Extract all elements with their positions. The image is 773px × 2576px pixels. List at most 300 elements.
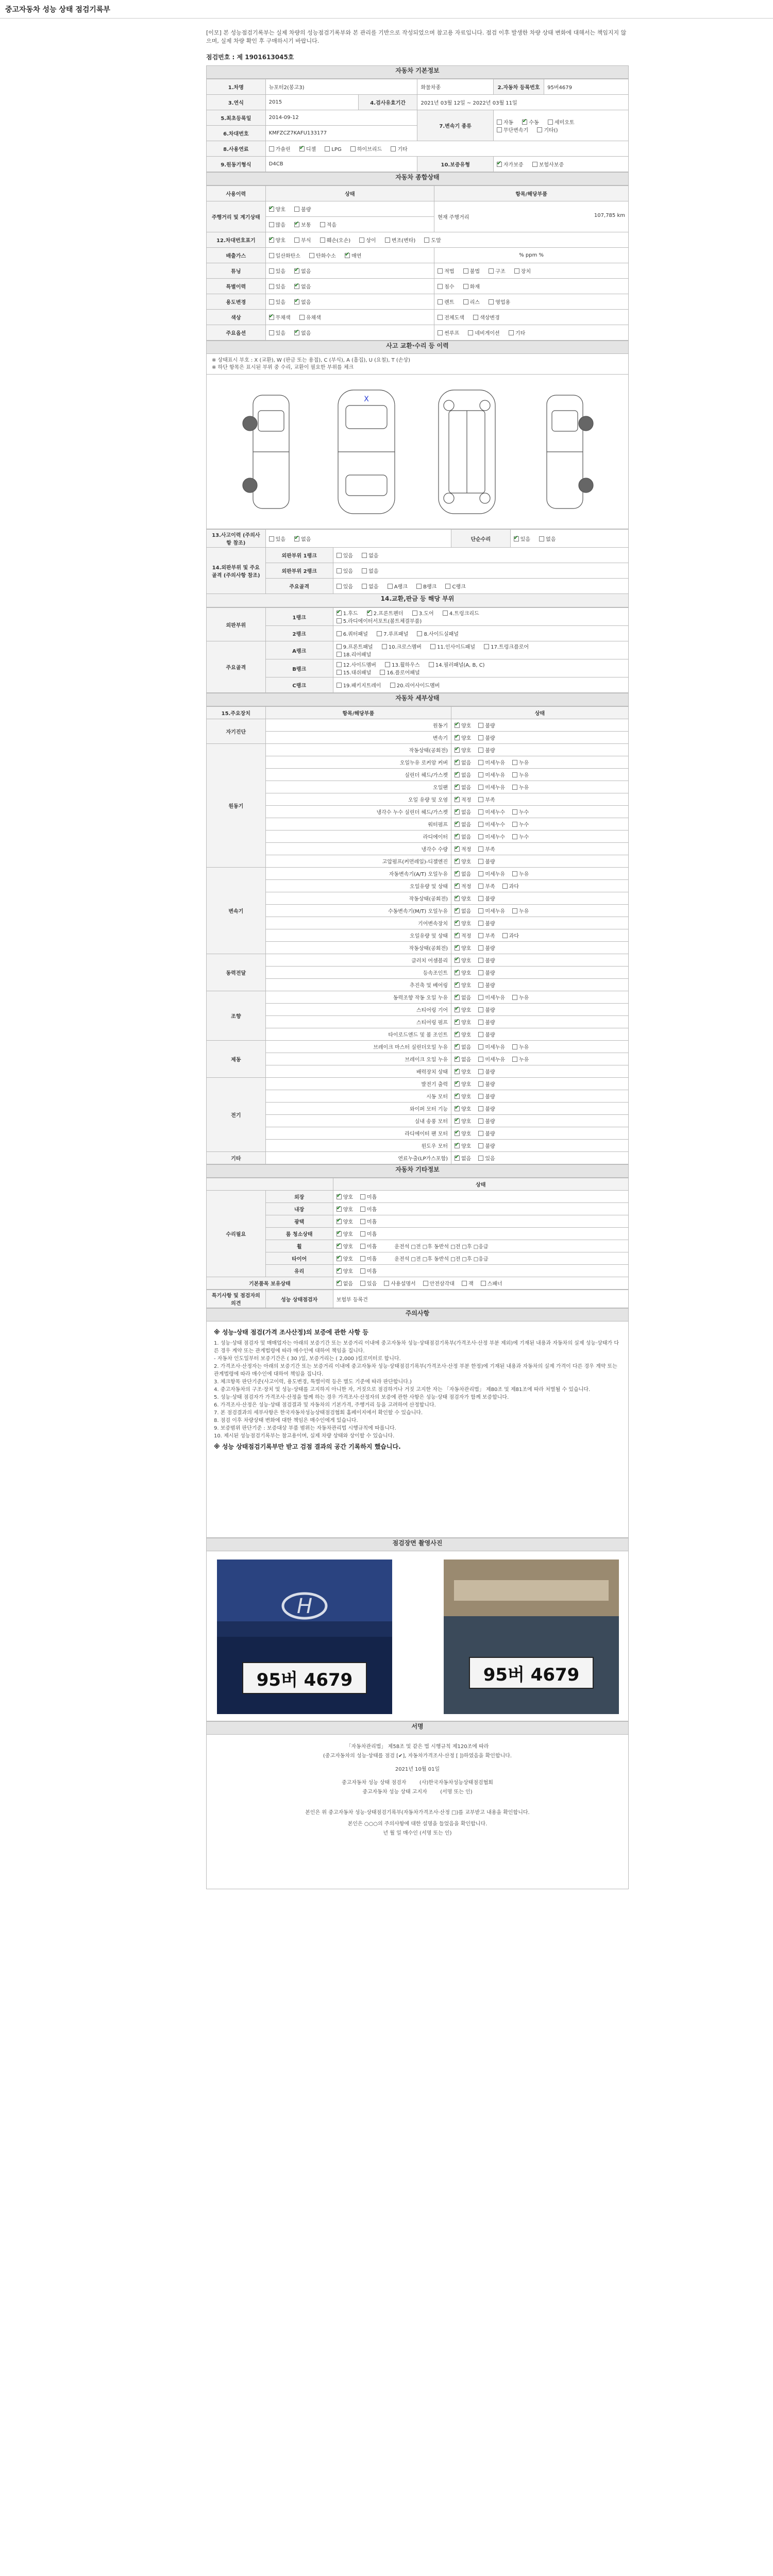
table-row — [207, 769, 629, 781]
detail-item: 변속기 — [265, 732, 451, 744]
parts-table: 외판부위 1랭크 ✔1.후드 ✔ 2.프론트펜더 3.도어 4.트렁크리드 5.라디에이터서포트(볼트체결부품) 2랭크 6.쿼터패널 7.루프패널 8.사이드실패널 주요골격 A랭크 9.프론트패널 10.크로스멤버 11.인사이드패널 17.트렁크플로어 18.리어패널 B랭크 12.사이드멤버 13.휠하우스 14.필러패널(A, B, C) 15.대쉬패널 16.플로어패널 C랭크 19.패키지트레이 20.리어사이드멤버 — [206, 607, 629, 693]
fuel-diesel-checkbox — [299, 146, 305, 151]
car-top-view — [338, 390, 395, 514]
detail-state — [451, 868, 629, 880]
fuel-options: 가솔린 ✔ 디젤 LPG 하이브리드 기타 — [265, 141, 628, 157]
table-row — [207, 1277, 629, 1290]
warranty-insurer-checkbox — [532, 162, 537, 167]
notice-text: [이모] 본 성능점검기록부는 실제 차량의 성능점검기록부와 본 관리를 기반으로 작성되었으며 참고용 자료입니다. 점검 이후 발생한 차량 상태 변화에 대해서는 책임지지 않으며, 실제 차량 확인 후 구매하시기 바랍니다. — [206, 29, 627, 44]
detail-item: 라디에이터 — [265, 831, 451, 843]
detail-item: 자동변속기(A/T) 오일누유 — [265, 868, 451, 880]
detail-item: 등속조인트 — [265, 967, 451, 979]
check-option: ✔ 양호 — [455, 919, 471, 927]
check-option: 미세누유 — [478, 870, 505, 877]
other-item: 유리 — [265, 1265, 333, 1277]
detail-state — [451, 979, 629, 991]
check-option: ✔ 없음 — [455, 907, 471, 914]
other-info-table: 상태 수리필요 외장 ✔ 양호 미흡 내장 ✔ 양호 미흡 광택 ✔ 양호 미흡 룸 청소상태 ✔ 양호 미흡 휠 ✔ 양호 미흡 운전석 □전 □후 동반석 □전 □후 □응급 타이어 ✔ 양호 미흡 운전석 □전 □후 동반석 □전 □후 □응급 유리 ✔ 양호 미흡 기본품목 보유상태 ✔ 없음 있음 사용설명서 안전삼각대 잭 스패너 — [206, 1178, 629, 1290]
table-row — [207, 756, 629, 769]
check-option: ✔ 양호 — [455, 1142, 471, 1149]
detail-group-label: 원동기 — [207, 744, 266, 868]
detail-item: 고압펌프(커먼레일)-디젤엔진 — [265, 855, 451, 868]
detail-state — [451, 967, 629, 979]
plate-label: 2.자동차 등록번호 — [493, 79, 544, 95]
check-option: 미흡 — [360, 1205, 377, 1213]
other-state — [333, 1215, 628, 1228]
check-option: ✔ 없음 — [455, 808, 471, 816]
vin-mark-options: ✔ 양호 부식 훼손(오손) 상이 변조(변타) 도말 — [265, 232, 628, 248]
other-state — [333, 1277, 628, 1290]
mileage-value-cell: 현재 주행거리 107,785 km — [434, 201, 629, 232]
check-option: 불량 — [478, 1092, 495, 1100]
vin-mark-label: 12.차대번호표기 — [207, 232, 266, 248]
general-state-header: 자동차 종합상태 — [206, 172, 629, 185]
note-line: 9. 보증범위 판단기준 : 보증대상 부품 범위는 자동차관리법 시행규칙에 따릅니다. — [214, 1426, 396, 1431]
check-option: ✔ 없음 — [455, 783, 471, 791]
note-line: 10. 제시된 성능점검기록부는 참고용이며, 실제 차량 상태와 상이할 수 있습니다. — [214, 1433, 395, 1439]
detail-state — [451, 942, 629, 954]
detail-item: 냉각수 수량 — [265, 843, 451, 855]
check-option: 미세누수 — [478, 820, 505, 828]
plate-value: 95버4679 — [544, 79, 629, 95]
detail-state — [451, 1041, 629, 1053]
front-plate-text: 95버 4679 — [256, 1670, 353, 1690]
detail-state — [451, 756, 629, 769]
rear-plate-text: 95버 4679 — [483, 1665, 580, 1685]
detail-state — [451, 1004, 629, 1016]
check-option: 누유 — [512, 1043, 529, 1050]
check-option: 불량 — [478, 1142, 495, 1149]
other-item: 기본품목 보유상태 — [207, 1277, 333, 1290]
check-option: ✔ 양호 — [455, 956, 471, 964]
check-option: ✔ 양호 — [455, 1105, 471, 1112]
table-row — [207, 1115, 629, 1127]
check-option: 미흡 — [360, 1255, 377, 1262]
check-option: 불량 — [478, 721, 495, 729]
parts-label: 14.외판부위 및 주요골격 (주의사항 참조) — [207, 548, 266, 594]
table-row — [207, 1078, 629, 1090]
check-option: ✔ 없음 — [455, 993, 471, 1001]
table-row — [207, 1041, 629, 1053]
note-line: 4. 중고자동차의 구조·장치 및 성능·상태를 고지하지 아니한 자, 거짓으로 점검하거나 거짓 고지한 자는 「자동차관리법」 제80조 및 제81조에 따라 처벌될 수 있습니다. — [214, 1387, 591, 1393]
detail-group-label: 동력전달 — [207, 954, 266, 991]
check-option: 불량 — [478, 981, 495, 989]
check-option: 부족 — [478, 882, 495, 890]
check-option: ✔ 양호 — [455, 944, 471, 952]
detail-item: 시동 모터 — [265, 1090, 451, 1103]
detail-group-label: 변속기 — [207, 868, 266, 954]
car-right-view — [547, 395, 593, 509]
car-name-value: 뉴포터2(봉고3) — [265, 79, 417, 95]
detail-item: 발전기 출력 — [265, 1078, 451, 1090]
detail-state — [451, 1115, 629, 1127]
detail-item: 라디에이터 팬 모터 — [265, 1127, 451, 1140]
check-option: ✔ 양호 — [455, 746, 471, 754]
check-option: ✔ 양호 — [455, 734, 471, 741]
table-row — [207, 967, 629, 979]
color-label: 색상 — [207, 310, 266, 325]
check-option: 부족 — [478, 845, 495, 853]
check-option: ✔ 양호 — [455, 969, 471, 976]
detail-item: 오일유량 및 상태 — [265, 880, 451, 892]
detail-item: 브레이크 마스터 실린더오일 누유 — [265, 1041, 451, 1053]
detail-group-label: 기타 — [207, 1152, 266, 1164]
front-photo — [217, 1560, 392, 1714]
car-type-value: 화물차종 — [417, 79, 493, 95]
detail-state — [451, 991, 629, 1004]
accident-legend: ※ 상태표시 부호 : X (교환), W (판금 또는 용접), C (부식), A (흠집), U (요철), T (손상) ※ 하단 항목은 표시된 부위 중 수리, 교환이 필요한 부위를 체크 — [206, 354, 629, 375]
detail-state — [451, 892, 629, 905]
check-option: ✔ 없음 — [455, 771, 471, 778]
other-item: 내장 — [265, 1203, 333, 1215]
car-frame-view — [439, 390, 495, 514]
table-row — [207, 719, 629, 732]
detail-item: 워터펌프 — [265, 818, 451, 831]
table-row — [207, 1140, 629, 1152]
note-line: 8. 점검 이후 차량상태 변화에 대한 책임은 매수인에게 있습니다. — [214, 1418, 358, 1423]
check-option: ✔ 양호 — [337, 1242, 353, 1250]
detail-state — [451, 781, 629, 793]
table-row — [207, 954, 629, 967]
other-item: 외장 — [265, 1191, 333, 1203]
car-name-label: 1.차명 — [207, 79, 266, 95]
other-item: 휠 — [265, 1240, 333, 1252]
detail-state — [451, 1028, 629, 1041]
detail-state — [451, 954, 629, 967]
check-option: ✔ 양호 — [337, 1230, 353, 1238]
detail-state — [451, 929, 629, 942]
check-option: ✔ 양호 — [455, 857, 471, 865]
check-option: 불량 — [478, 1129, 495, 1137]
warranty-label: 10.보증유형 — [417, 157, 493, 172]
fuel-hybrid-checkbox — [350, 146, 356, 151]
detail-state — [451, 769, 629, 781]
detail-state — [451, 1090, 629, 1103]
special-history-label: 특별이력 — [207, 279, 266, 294]
detail-item: 실내 송풍 모터 — [265, 1115, 451, 1127]
detail-item: 오일팬 — [265, 781, 451, 793]
other-state — [333, 1265, 628, 1277]
detail-group-label: 조향 — [207, 991, 266, 1041]
check-option: 누수 — [512, 808, 529, 816]
check-option: 스패너 — [481, 1279, 502, 1287]
check-option: ✔ 양호 — [455, 981, 471, 989]
detail-state — [451, 905, 629, 917]
car-left-view — [243, 395, 289, 509]
check-option: 미세누유 — [478, 1043, 505, 1050]
car-damage-diagram — [206, 375, 629, 529]
note-line: - 자동차 인도일부터 보증기간은 ( 30 )일, 보증거리는 ( 2,000 )킬로미터로 합니다. — [214, 1356, 401, 1362]
check-option: 불량 — [478, 746, 495, 754]
check-option: 부족 — [478, 931, 495, 939]
mileage-amount: 많음 ✔ 보통 적음 — [265, 217, 434, 232]
table-row — [207, 991, 629, 1004]
other-state — [333, 1228, 628, 1240]
detail-item: 동력조향 작동 오일 누유 — [265, 991, 451, 1004]
car-outline-drawing — [207, 375, 628, 528]
check-option: 불량 — [478, 1006, 495, 1013]
table-row — [207, 892, 629, 905]
vin-value: KMFZCZ7KAFU133177 — [265, 126, 417, 141]
detail-item: 오일누유 로커암 커버 — [265, 756, 451, 769]
check-option: ✔ 없음 — [455, 820, 471, 828]
check-option: 미흡 — [360, 1242, 377, 1250]
signature-header: 서명 — [206, 1721, 629, 1735]
table-row — [207, 831, 629, 843]
page-title: 중고자동차 성능 상태 점검기록부 — [0, 0, 773, 19]
detail-state — [451, 1127, 629, 1140]
note-line: 5. 성능·상태 점검자가 가격조사·산정을 함께 하는 경우 가격조사·산정자의 보증에 관한 사항은 성능·상태 점검자가 함께 보증합니다. — [214, 1395, 509, 1400]
check-option: 미세누유 — [478, 783, 505, 791]
use-change-label: 용도변경 — [207, 294, 266, 310]
emission-options: 일산화탄소 탄화수소 ✔ 매연 — [265, 248, 434, 263]
detail-item: 스티어링 기어 — [265, 1004, 451, 1016]
check-option: ✔ 양호 — [455, 1067, 471, 1075]
gear-cvt-checkbox — [497, 127, 502, 132]
check-option: 미세누유 — [478, 758, 505, 766]
check-option: 불량 — [478, 956, 495, 964]
check-option: 불량 — [478, 1067, 495, 1075]
check-option: 있음 — [360, 1279, 377, 1287]
fuel-other-checkbox — [391, 146, 396, 151]
detail-state — [451, 880, 629, 892]
table-row — [207, 793, 629, 806]
check-option: ✔ 없음 — [455, 1055, 471, 1063]
detail-state — [451, 1140, 629, 1152]
table-row — [207, 1028, 629, 1041]
detail-state — [451, 1016, 629, 1028]
check-option: ✔ 양호 — [455, 1080, 471, 1088]
other-state: ✔ 양호 미흡 운전석 □전 □후 동반석 □전 □후 □응급 — [333, 1240, 628, 1252]
table-row — [207, 1127, 629, 1140]
simple-repair-label: 단순수리 — [451, 530, 511, 548]
gear-manual-checkbox — [522, 120, 527, 125]
check-option: ✔ 양호 — [455, 1006, 471, 1013]
check-option: 불량 — [478, 1117, 495, 1125]
check-option: 누유 — [512, 771, 529, 778]
general-state-table: 사용이력 상태 항목/해당부품 주행거리 및 계기상태 ✔양호 불량 현재 주행거리 107,785 km 많음 ✔ 보통 적음 12.차대번호표기 ✔ 양호 부식 훼손(오손) 상이 변조(변타) 도말 배출가스 일산화탄소 탄화수소 ✔ 매연 % ppm % 튜닝 있음 ✔ 없음 적법 불법 구조 장치 특별이력 있음 ✔ 없음 침수 화재 용도변경 있음 ✔ 없음 렌트 리스 영업용 색상 ✔ 무채색 유채색 전체도색 색상변경 주요옵션 있음 ✔ 없음 썬루프 네비게이션 기타 — [206, 185, 629, 341]
validity-label: 4.검사유효기간 — [358, 95, 417, 110]
check-option: 누수 — [512, 820, 529, 828]
table-row — [207, 979, 629, 991]
fuel-label: 8.사용연료 — [207, 141, 266, 157]
table-row — [207, 880, 629, 892]
check-option: 누유 — [512, 1055, 529, 1063]
table-row — [207, 1191, 629, 1203]
parts-sub-header: 14.교환,판금 등 해당 부위 — [206, 594, 629, 607]
rear-photo — [444, 1560, 619, 1714]
year-label: 3.연식 — [207, 95, 266, 110]
gear-options: 자동 ✔ 수동 세미오토 무단변속기 기타() — [493, 110, 628, 141]
detail-item: 윈도우 모터 — [265, 1140, 451, 1152]
check-option: ✔ 없음 — [455, 870, 471, 877]
check-option: 불량 — [478, 857, 495, 865]
gear-semi-checkbox — [548, 120, 553, 125]
table-row — [207, 1252, 629, 1265]
detail-item: 브레이크 오일 누유 — [265, 1053, 451, 1065]
detail-item: 작동상태(공회전) — [265, 892, 451, 905]
detail-item: 원동기 — [265, 719, 451, 732]
check-option: 미세누유 — [478, 771, 505, 778]
check-option: ✔ 적정 — [455, 882, 471, 890]
check-option: 과다 — [502, 882, 519, 890]
item-col: 항목/해당부품 — [434, 186, 629, 201]
other-state — [333, 1191, 628, 1203]
mileage-label: 주행거리 및 계기상태 — [207, 201, 266, 232]
detail-state — [451, 855, 629, 868]
detail-item: 오일유량 및 상태 — [265, 929, 451, 942]
check-option: ✔ 없음 — [455, 1043, 471, 1050]
check-option: 미흡 — [360, 1230, 377, 1238]
check-option: ✔ 양호 — [455, 1030, 471, 1038]
other-item: 광택 — [265, 1215, 333, 1228]
check-option: 있음 — [478, 1154, 495, 1162]
check-option: 불량 — [478, 944, 495, 952]
table-row — [207, 1016, 629, 1028]
gear-other-checkbox — [537, 127, 542, 132]
detail-state — [451, 1078, 629, 1090]
detail-table: 15.주요장치 항목/해당부품 상태 자기진단 원동기 ✔ 양호 불량 변속기 ✔ 양호 불량 원동기 작동상태(공회전) ✔ 양호 불량 오일누유 로커암 커버 ✔ 없음 미세누유 누유 실린더 헤드/가스켓 ✔ 없음 미세누유 누유 오일팬 ✔ 없음 미세누유 누유 오일 유량 및 오염 ✔ 적정 부족 냉각수 누수 실린더 헤드/가스켓 ✔ 없음 미세누수 누수 워터펌프 ✔ 없음 미세누수 누수 라디에이터 ✔ 없음 미세누수 누수 냉각수 수량 ✔ 적정 부족 고압펌프(커먼레일)-디젤엔진 ✔ 양호 불량 변속기 자동변속기(A/T) 오일누유 ✔ 없음 미세누유 누유 오일유량 및 상태 ✔ 적정 부족 과다 작동상태(공회전) ✔ 양호 불량 수동변속기(M/T) 오일누유 ✔ 없음 미세누유 누유 기어변속장치 ✔ 양호 불량 오일유량 및 상태 ✔ 적정 부족 과다 작동상태(공회전) ✔ 양호 불량 동력전달 클러치 어셈블리 ✔ 양호 불량 등속조인트 ✔ 양호 불량 추진축 및 베어링 ✔ 양호 불량 조향 동력조향 작동 오일 누유 ✔ 없음 미세누유 누유 스티어링 기어 ✔ 양호 불량 스티어링 펌프 ✔ 양호 불량 타이로드엔드 및 볼 조인트 ✔ 양호 불량 제동 브레이크 마스터 실린더오일 누유 ✔ 없음 미세누유 누유 브레이크 오일 누유 ✔ 없음 미세누유 누유 배력장치 상태 ✔ 양호 불량 전기 발전기 출력 ✔ 양호 불량 시동 모터 ✔ 양호 불량 와이퍼 모터 기능 ✔ 양호 불량 실내 송풍 모터 ✔ 양호 불량 라디에이터 팬 모터 ✔ 양호 불량 윈도우 모터 ✔ 양호 불량 기타 연료누출(LP가스포함) ✔ 없음 있음 — [206, 706, 629, 1164]
check-option: ✔ 양호 — [337, 1193, 353, 1200]
gear-label: 7.변속기 종류 — [417, 110, 493, 141]
check-option: 미세누유 — [478, 1055, 505, 1063]
detail-header: 자동차 세부상태 — [206, 693, 629, 706]
note-line: 3. 체크항목 판단기준(사고이력, 용도변경, 특별이력 등은 별도 기준에 따라 판단합니다.) — [214, 1379, 412, 1385]
table-row — [207, 1065, 629, 1078]
fuel-lpg-checkbox — [325, 146, 330, 151]
accident-header: 사고 교환·수리 등 이력 — [206, 341, 629, 354]
check-option: ✔ 적정 — [455, 931, 471, 939]
check-option: 미흡 — [360, 1193, 377, 1200]
check-option: 미세누수 — [478, 808, 505, 816]
detail-state — [451, 732, 629, 744]
table-row — [207, 942, 629, 954]
other-state — [333, 1203, 628, 1215]
svg-text:X: X — [364, 395, 369, 403]
note-line: 1. 성능·상태 점검자 및 매매업자는 아래의 보증기간 또는 보증거리 이내에 중고자동차 성능·상태점검기록부(가격조사·산정 부분 제외)에 기재된 내용과 자동차의 실제 성능·상태가 다른 경우 계약 또는 관계법령에 따라 매수인에 대하여 책임을 집니다. — [214, 1341, 619, 1354]
emission-units: % ppm % — [434, 248, 629, 263]
basic-info-header: 자동차 기본정보 — [206, 65, 629, 79]
check-option: 누유 — [512, 993, 529, 1001]
detail-item: 와이퍼 모터 기능 — [265, 1103, 451, 1115]
detail-group-label: 자기진단 — [207, 719, 266, 744]
check-option: ✔ 양호 — [337, 1267, 353, 1275]
detail-state — [451, 744, 629, 756]
check-option: ✔ 양호 — [337, 1217, 353, 1225]
emission-label: 배출가스 — [207, 248, 266, 263]
note-emphasis: ※ 성능 상태점검기록부만 받고 검점 결과의 공간 기록하지 했습니다. — [214, 1443, 401, 1450]
basic-info-table — [206, 79, 629, 172]
check-option: ✔ 없음 — [337, 1279, 353, 1287]
signature-box: 「자동차관리법」 제58조 및 같은 법 시행규칙 제120조에 따라 (중고자동차의 성능·상태를 점검 [✔], 자동차가격조사·산정 [ ])하였음을 확인합니다. 2021년 10월 01일 중고자동차 성능 상태 점검자 (사)한국자동차성능상태점검협회 중고자동차 성능 상태 고지자 (서명 또는 인) 본인은 위 중고자동차 성능·상태점검기록부(자동차가격조사·산정 □)를 교부받고 내용을 확인합니다. 본인은 ○○○의 주의사항에 대한 설명을 들었음을 확인합니다. 년 월 일 매수인 (서명 또는 인) — [206, 1735, 629, 1889]
table-row — [207, 732, 629, 744]
options-label: 주요옵션 — [207, 325, 266, 341]
other-group-label: 수리필요 — [207, 1191, 266, 1277]
detail-state — [451, 806, 629, 818]
detail-state — [451, 1065, 629, 1078]
table-row — [207, 855, 629, 868]
table-row — [207, 1004, 629, 1016]
check-option: 누유 — [512, 907, 529, 914]
note-line: 7. 본 점검결과의 세부사항은 한국자동차성능상태점검협회 홈페이지에서 확인할 수 있습니다. — [214, 1410, 423, 1416]
year-value: 2015 — [265, 95, 358, 110]
check-option: ✔ 양호 — [455, 1129, 471, 1137]
tuning-label: 튜닝 — [207, 263, 266, 279]
inspection-photos — [206, 1551, 629, 1721]
check-option: ✔ 양호 — [455, 721, 471, 729]
vin-label: 6.차대번호 — [207, 126, 266, 141]
check-option: 미흡 — [360, 1217, 377, 1225]
detail-item: 오일 유량 및 오염 — [265, 793, 451, 806]
detail-item: 실린더 헤드/가스켓 — [265, 769, 451, 781]
first-reg-label: 5.최초등록일 — [207, 110, 266, 126]
detail-state — [451, 917, 629, 929]
other-info-header: 자동차 기타정보 — [206, 1164, 629, 1178]
check-option: 불량 — [478, 1105, 495, 1112]
check-option: 부족 — [478, 795, 495, 803]
detail-group-label: 전기 — [207, 1078, 266, 1152]
detail-item: 연료누출(LP가스포함) — [265, 1152, 451, 1164]
check-option: ✔ 양호 — [455, 894, 471, 902]
detail-item: 배력장치 상태 — [265, 1065, 451, 1078]
table-row — [207, 917, 629, 929]
detail-item: 냉각수 누수 실린더 헤드/가스켓 — [265, 806, 451, 818]
check-option: ✔ 없음 — [455, 758, 471, 766]
detail-state — [451, 1053, 629, 1065]
detail-item: 작동상태(공회전) — [265, 744, 451, 756]
table-row — [207, 1053, 629, 1065]
warranty-options: ✔ 자가보증 보험사보증 — [493, 157, 628, 172]
other-item: 룸 청소상태 — [265, 1228, 333, 1240]
check-option: ✔ 없음 — [455, 833, 471, 840]
detail-group-label: 제동 — [207, 1041, 266, 1078]
detail-state — [451, 719, 629, 732]
table-row — [207, 1215, 629, 1228]
check-option: 불량 — [478, 894, 495, 902]
detail-state — [451, 843, 629, 855]
accident-label: 13.사고이력 (주의사항 참조) — [207, 530, 266, 548]
other-state: ✔ 양호 미흡 운전석 □전 □후 동반석 □전 □후 □응급 — [333, 1252, 628, 1265]
table-row — [207, 1228, 629, 1240]
table-row — [207, 818, 629, 831]
table-row — [207, 1203, 629, 1215]
check-option: 불량 — [478, 734, 495, 741]
table-row — [207, 781, 629, 793]
table-row — [207, 744, 629, 756]
table-row — [207, 1265, 629, 1277]
detail-item: 타이로드엔드 및 볼 조인트 — [265, 1028, 451, 1041]
detail-item: 클러치 어셈블리 — [265, 954, 451, 967]
notes-box: ※ 성능·상태 점검(가격 조사산정)의 보증에 관한 사항 등 1. 성능·상태 점검자 및 매매업자는 아래의 보증기간 또는 보증거리 이내에 중고자동차 성능·상태점검기록부(가격조사·산정 부분 제외)에 기재된 내용과 자동차의 실제 성능·상태가 다른 경우 계약 또는 관계법령에 따라 매수인에 대하여 책임을 집니다. - 자동차 인도일부터 보증기간은 ( 30 )일, 보증거리는 ( 2,000 )킬로미터로 합니다. 2. 가격조사·산정자는 아래의 보증기간 또는 보증거리 이내에 중고자동차 성능·상태점검기록부(가격조사·산정 부분 한정)에 기재된 내용과 자동차의 실제 가격이 다른 경우 계약 또는 관계법령에 따라 매수인에 대하여 책임을 집니다. 3. 체크항목 판단기준(사고이력, 용도변경, 특별이력 등은 별도 기준에 따라 판단합니다.) 4. 중고자동차의 구조·장치 및 성능·상태를 고지하지 아니한 자, 거짓으로 점검하거나 거짓 고지한 자는 「자동차관리법」 제80조 및 제81조에 따라 처벌될 수 있습니다. 5. 성능·상태 점검자가 가격조사·산정을 함께 하는 경우 가격조사·산정자의 보증에 관한 사항은 성능·상태 점검자가 함께 보증합니다. 6. 가격조사·산정은 성능·상태 점검결과 및 자동차의 기본가격, 주행거리 등을 고려하여 산정합니다. 7. 본 점검결과의 세부사항은 한국자동차성능상태점검협회 홈페이지에서 확인할 수 있습니다. 8. 점검 이후 차량상태 변화에 대한 책임은 매수인에게 있습니다. 9. 보증범위 판단기준 : 보증대상 부품 범위는 자동차관리법 시행규칙에 따릅니다. 10. 제시된 성능점검기록부는 참고용이며, 실제 차량 상태와 상이할 수 있습니다. ※ 성능 상태점검기록부만 받고 검점 결과의 공간 기록하지 했습니다. — [206, 1321, 629, 1538]
gear-auto-checkbox — [497, 120, 502, 125]
table-row — [207, 1103, 629, 1115]
detail-state — [451, 1103, 629, 1115]
check-option: 사용설명서 — [384, 1279, 415, 1287]
detail-state — [451, 1152, 629, 1164]
check-option: 미세누수 — [478, 833, 505, 840]
table-row — [207, 929, 629, 942]
detail-item: 수동변속기(M/T) 오일누유 — [265, 905, 451, 917]
warranty-self-checkbox — [497, 162, 502, 167]
photos-header: 점검장면 촬영사진 — [206, 1538, 629, 1551]
detail-item: 작동상태(공회전) — [265, 942, 451, 954]
check-option: 불량 — [478, 1080, 495, 1088]
check-option: ✔ 양호 — [455, 1117, 471, 1125]
state-col: 상태 — [265, 186, 434, 201]
check-option: 누유 — [512, 783, 529, 791]
validity-value: 2021년 03월 12일 ~ 2022년 03월 11일 — [417, 95, 629, 110]
check-option: 불량 — [478, 1030, 495, 1038]
